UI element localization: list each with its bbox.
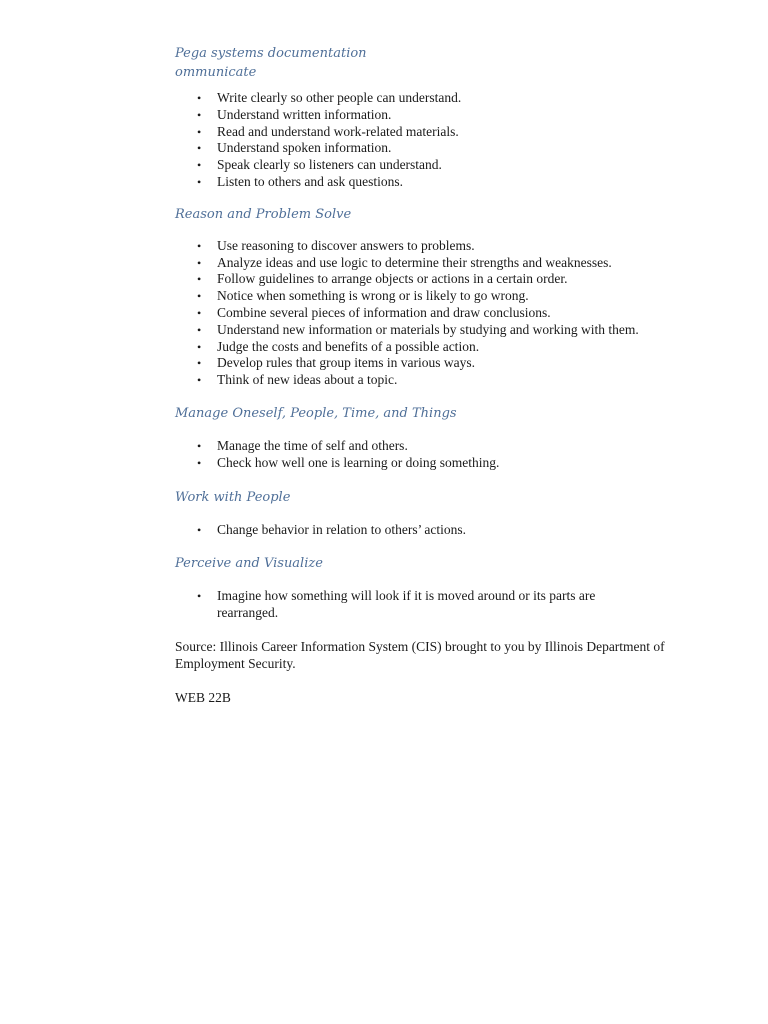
list-item: • Understand new information or materials by studying and working with them. — [197, 321, 639, 337]
list-item: • Change behavior in relation to others’ actions. — [197, 521, 467, 537]
list-item: • Notice when something is wrong or is likely to go wrong. — [197, 288, 529, 304]
bullet-icon: • — [197, 438, 202, 453]
section-heading: Perceive and Visualize — [175, 556, 323, 572]
bullet-list — [175, 90, 685, 191]
bullet-icon: • — [197, 522, 202, 537]
bullet-icon: • — [197, 272, 202, 287]
list-item: • Follow guidelines to arrange objects or actions in a certain order. — [197, 271, 568, 287]
list-item: • Listen to others and ask questions. — [197, 173, 403, 189]
list-item: • Read and understand work-related materials. — [197, 123, 459, 139]
bullet-icon: • — [197, 91, 202, 105]
list-item: • Think of new ideas about a topic. — [197, 372, 398, 388]
section-reason-problem-solve — [175, 205, 685, 389]
list-item: • Use reasoning to discover answers to problems. — [197, 237, 475, 253]
document-title: Pega systems documentation — [175, 46, 367, 61]
list-item: • Imagine how something will look if it is moved around or its parts are rearranged. — [197, 588, 596, 621]
document-page — [175, 44, 685, 706]
bullet-list — [175, 522, 685, 539]
list-item: • Write clearly so other people can understand. — [197, 90, 462, 105]
bullet-icon: • — [197, 158, 202, 173]
bullet-icon: • — [197, 124, 202, 139]
bullet-icon: • — [197, 373, 202, 388]
section-perceive-visualize — [175, 554, 685, 622]
bullet-icon: • — [197, 322, 202, 337]
bullet-icon: • — [197, 339, 202, 354]
list-item: • Combine several pieces of information and draw conclusions. — [197, 304, 551, 320]
list-item: • Judge the costs and benefits of a possible action. — [197, 338, 480, 354]
bullet-list — [175, 438, 685, 472]
bullet-icon: • — [197, 141, 202, 156]
list-item: • Understand spoken information. — [197, 140, 392, 156]
bullet-list — [175, 588, 645, 622]
list-item: • Analyze ideas and use logic to determine their strengths and weaknesses. — [197, 254, 612, 270]
bullet-icon: • — [197, 455, 202, 470]
section-heading: ommunicate — [175, 65, 257, 80]
bullet-icon: • — [197, 589, 202, 604]
list-item: • Manage the time of self and others. — [197, 437, 408, 453]
list-item: • Develop rules that group items in various ways. — [197, 355, 475, 371]
bullet-icon: • — [197, 174, 202, 189]
document-code: WEB 22B — [175, 689, 231, 705]
bullet-icon: • — [197, 305, 202, 320]
section-communicate — [175, 63, 685, 191]
section-heading: Reason and Problem Solve — [175, 206, 352, 222]
section-heading: Work with People — [175, 489, 291, 505]
list-item: • Speak clearly so listeners can understand. — [197, 157, 442, 173]
list-item: • Check how well one is learning or doing something. — [197, 454, 500, 470]
bullet-icon: • — [197, 289, 202, 304]
bullet-icon: • — [197, 238, 202, 253]
list-item: • Understand written information. — [197, 106, 392, 122]
section-work-with-people — [175, 488, 685, 539]
bullet-icon: • — [197, 356, 202, 371]
bullet-icon: • — [197, 255, 202, 270]
bullet-icon: • — [197, 107, 202, 122]
section-heading: Manage Oneself, People, Time, and Things — [175, 405, 457, 421]
source-citation: Source: Illinois Career Information System (CIS) brought to you by Illinois Department of Employment Security. — [175, 638, 665, 671]
bullet-list — [175, 238, 685, 389]
section-manage-oneself — [175, 404, 685, 472]
